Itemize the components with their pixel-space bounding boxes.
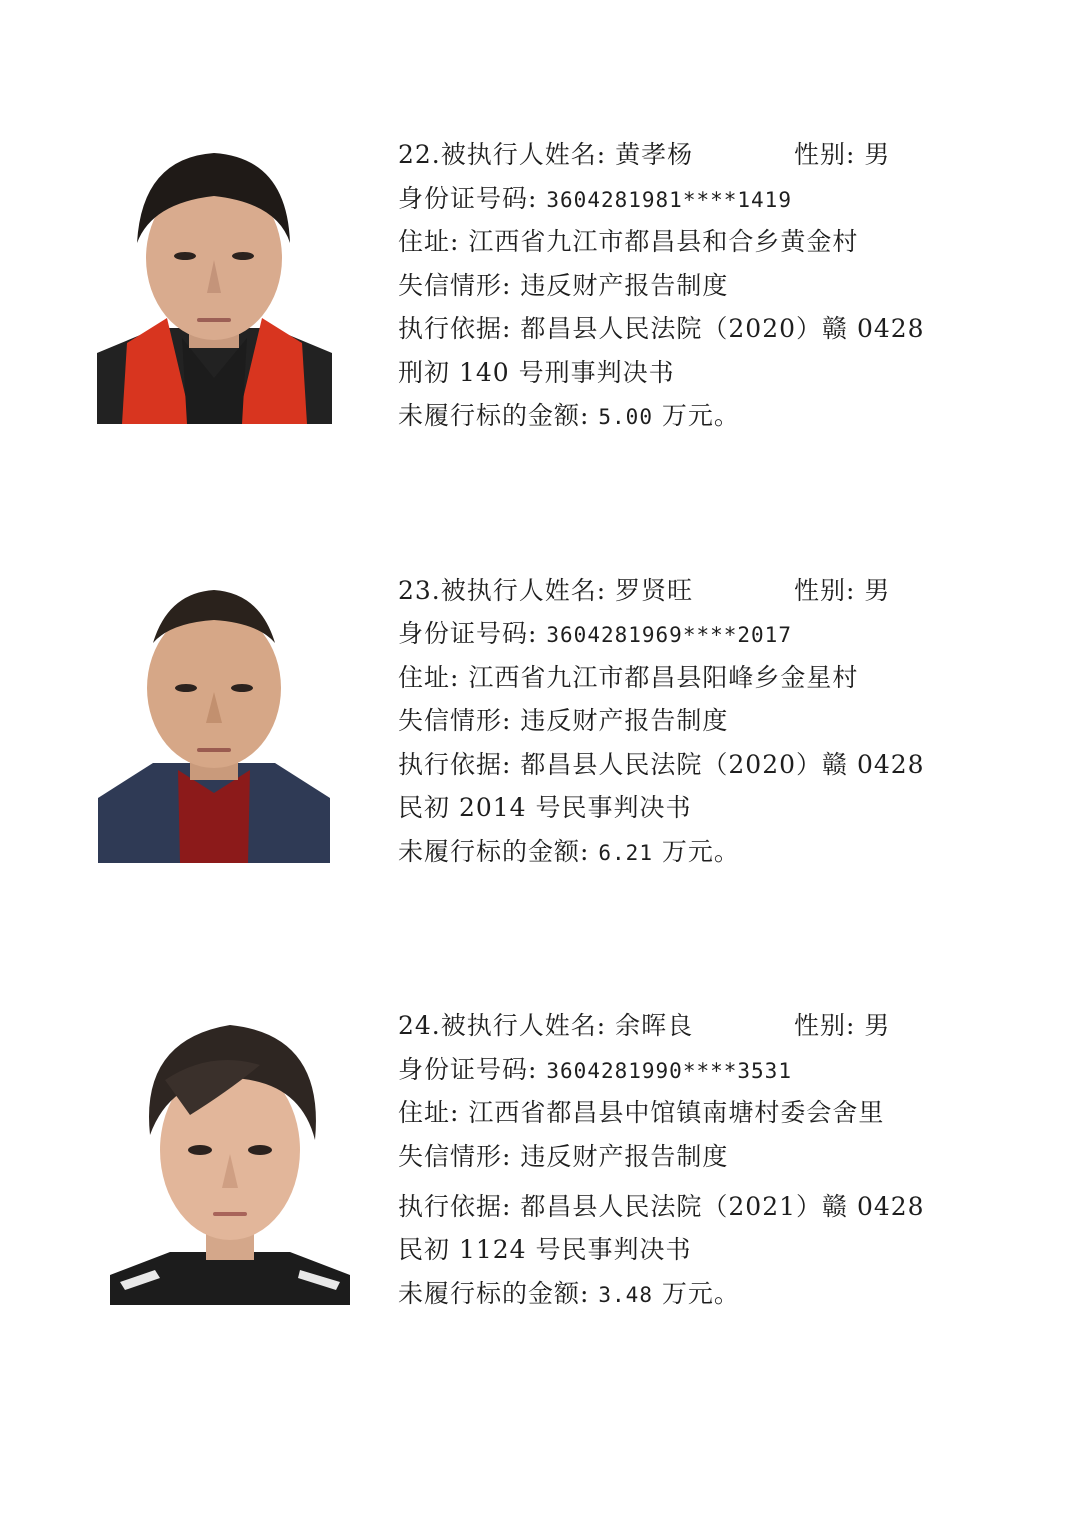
situation-line	[398, 705, 728, 737]
situation-value: 违反财产报告制度	[520, 1142, 729, 1171]
id-number: 3604281981****1419	[546, 188, 792, 212]
situation-label: 失信情形:	[398, 271, 512, 300]
situation-value: 违反财产报告制度	[520, 271, 729, 300]
id-label: 身份证号码:	[398, 184, 538, 213]
gender-label: 性别:	[794, 1011, 856, 1040]
basis-line-2	[398, 357, 675, 389]
address-value: 江西省都昌县中馆镇南塘村委会舍里	[468, 1098, 885, 1127]
situation-label: 失信情形:	[398, 706, 512, 735]
id-line	[398, 618, 792, 651]
id-label: 身份证号码:	[398, 619, 538, 648]
address-value: 江西省九江市都昌县和合乡黄金村	[468, 227, 859, 256]
basis-value-2: 民初 1124 号民事判决书	[398, 1235, 692, 1264]
gender-line	[794, 1010, 890, 1042]
basis-line-2	[398, 1234, 692, 1266]
situation-label: 失信情形:	[398, 1142, 512, 1171]
amount-value: 3.48	[598, 1283, 653, 1307]
amount-value: 6.21	[598, 841, 653, 865]
basis-line	[398, 1191, 925, 1223]
amount-unit: 万元。	[661, 401, 740, 430]
address-line	[398, 662, 858, 694]
portrait-image	[98, 588, 330, 863]
basis-label: 执行依据:	[398, 750, 512, 779]
basis-value-2: 民初 2014 号民事判决书	[398, 793, 692, 822]
gender-value: 男	[864, 576, 891, 605]
name-value: 余晖良	[615, 1011, 694, 1040]
id-line	[398, 1054, 792, 1087]
name-line	[398, 1010, 693, 1042]
entry-index: 23.	[398, 576, 441, 605]
amount-label: 未履行标的金额:	[398, 401, 590, 430]
basis-label: 执行依据:	[398, 314, 512, 343]
amount-label: 未履行标的金额:	[398, 837, 590, 866]
address-value: 江西省九江市都昌县阳峰乡金星村	[468, 663, 859, 692]
gender-value: 男	[864, 140, 891, 169]
entry-index: 22.	[398, 140, 441, 169]
amount-line	[398, 836, 740, 869]
name-value: 黄孝杨	[615, 140, 694, 169]
basis-value-1: 都昌县人民法院（2020）赣 0428	[520, 314, 925, 343]
name-line	[398, 575, 693, 607]
gender-value: 男	[864, 1011, 891, 1040]
name-label: 被执行人姓名:	[440, 576, 607, 605]
name-label: 被执行人姓名:	[440, 1011, 607, 1040]
address-label: 住址:	[398, 1098, 460, 1127]
id-number: 3604281990****3531	[546, 1059, 792, 1083]
address-label: 住址:	[398, 663, 460, 692]
amount-value: 5.00	[598, 405, 653, 429]
id-number: 3604281969****2017	[546, 623, 792, 647]
basis-line-2	[398, 792, 692, 824]
gender-line	[794, 575, 890, 607]
basis-label: 执行依据:	[398, 1192, 512, 1221]
amount-unit: 万元。	[661, 837, 740, 866]
gender-label: 性别:	[794, 576, 856, 605]
amount-unit: 万元。	[661, 1279, 740, 1308]
amount-line	[398, 1278, 740, 1311]
name-label: 被执行人姓名:	[440, 140, 607, 169]
basis-value-2: 刑初 140 号刑事判决书	[398, 358, 675, 387]
address-label: 住址:	[398, 227, 460, 256]
basis-line	[398, 749, 925, 781]
address-line	[398, 1097, 884, 1129]
amount-label: 未履行标的金额:	[398, 1279, 590, 1308]
situation-value: 违反财产报告制度	[520, 706, 729, 735]
basis-line	[398, 313, 925, 345]
entry-index: 24.	[398, 1011, 441, 1040]
basis-value-1: 都昌县人民法院（2021）赣 0428	[520, 1192, 925, 1221]
name-value: 罗贤旺	[615, 576, 694, 605]
situation-line	[398, 1141, 728, 1173]
amount-line	[398, 400, 740, 433]
person-photo	[110, 1020, 350, 1305]
id-label: 身份证号码:	[398, 1055, 538, 1084]
portrait-image	[110, 1020, 350, 1305]
basis-value-1: 都昌县人民法院（2020）赣 0428	[520, 750, 925, 779]
person-photo	[98, 588, 330, 863]
gender-label: 性别:	[794, 140, 856, 169]
